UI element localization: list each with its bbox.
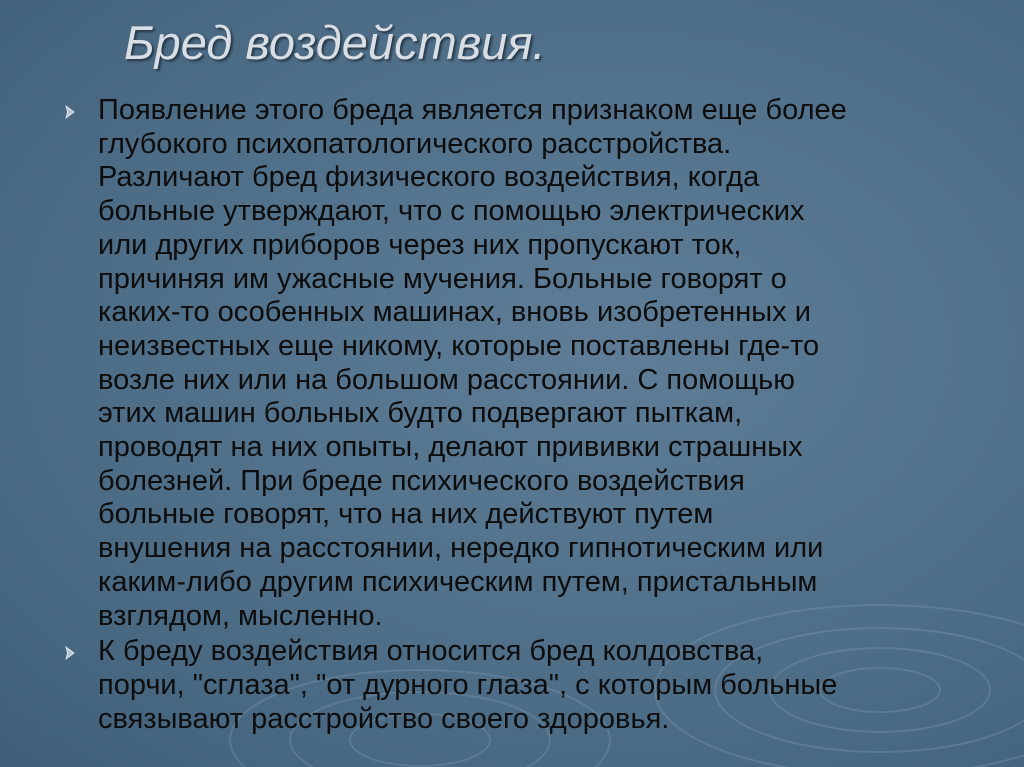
text-line: каким-либо другим психическим путем, пристальным (98, 565, 818, 598)
text-line: Различают бред физического воздействия, когда (98, 161, 760, 194)
text-line: К бреду воздействия относится бред колдовства, (98, 635, 764, 668)
text-line: взглядом, мысленно. (98, 599, 383, 632)
text-line: проводят на них опыты, делают прививки страшных (98, 431, 803, 464)
bullet-item (62, 635, 1002, 736)
text-line: Появление этого бреда является признаком еще более (98, 94, 847, 126)
text-line: возле них или на большом расстоянии. С помощью (98, 363, 796, 396)
text-line: причиняя им ужасные мучения. Больные говорят о (98, 262, 787, 295)
text-line: больные утверждают, что с помощью электрических (98, 195, 805, 228)
text-line: внушения на расстоянии, нередко гипнотическим или (98, 532, 824, 565)
text-line: больные говорят, что на них действуют путем (98, 498, 714, 531)
slide-body (62, 94, 1002, 736)
text-line: каких-то особенных машинах, вновь изобретенных и (98, 296, 811, 329)
bullet-text (98, 94, 847, 633)
slide-title: Бред воздействия. (124, 16, 546, 69)
bullet-text (98, 635, 837, 736)
text-line: болезней. При бреде психического воздействия (98, 464, 745, 497)
text-line: этих машин больных будто подвергают пыткам, (98, 397, 743, 430)
arrow-bullet-icon (62, 635, 98, 671)
text-line: связывают расстройство своего здоровья. (98, 702, 670, 735)
text-line: неизвестных еще никому, которые поставлены где-то (98, 329, 820, 362)
text-line: порчи, "сглаза", "от дурного глаза", с которым больные (98, 668, 838, 701)
text-line: глубокого психопатологического расстройства. (98, 127, 732, 160)
arrow-bullet-icon (62, 94, 98, 130)
bullet-item (62, 94, 1002, 633)
text-line: или других приборов через них пропускают ток, (98, 228, 742, 261)
